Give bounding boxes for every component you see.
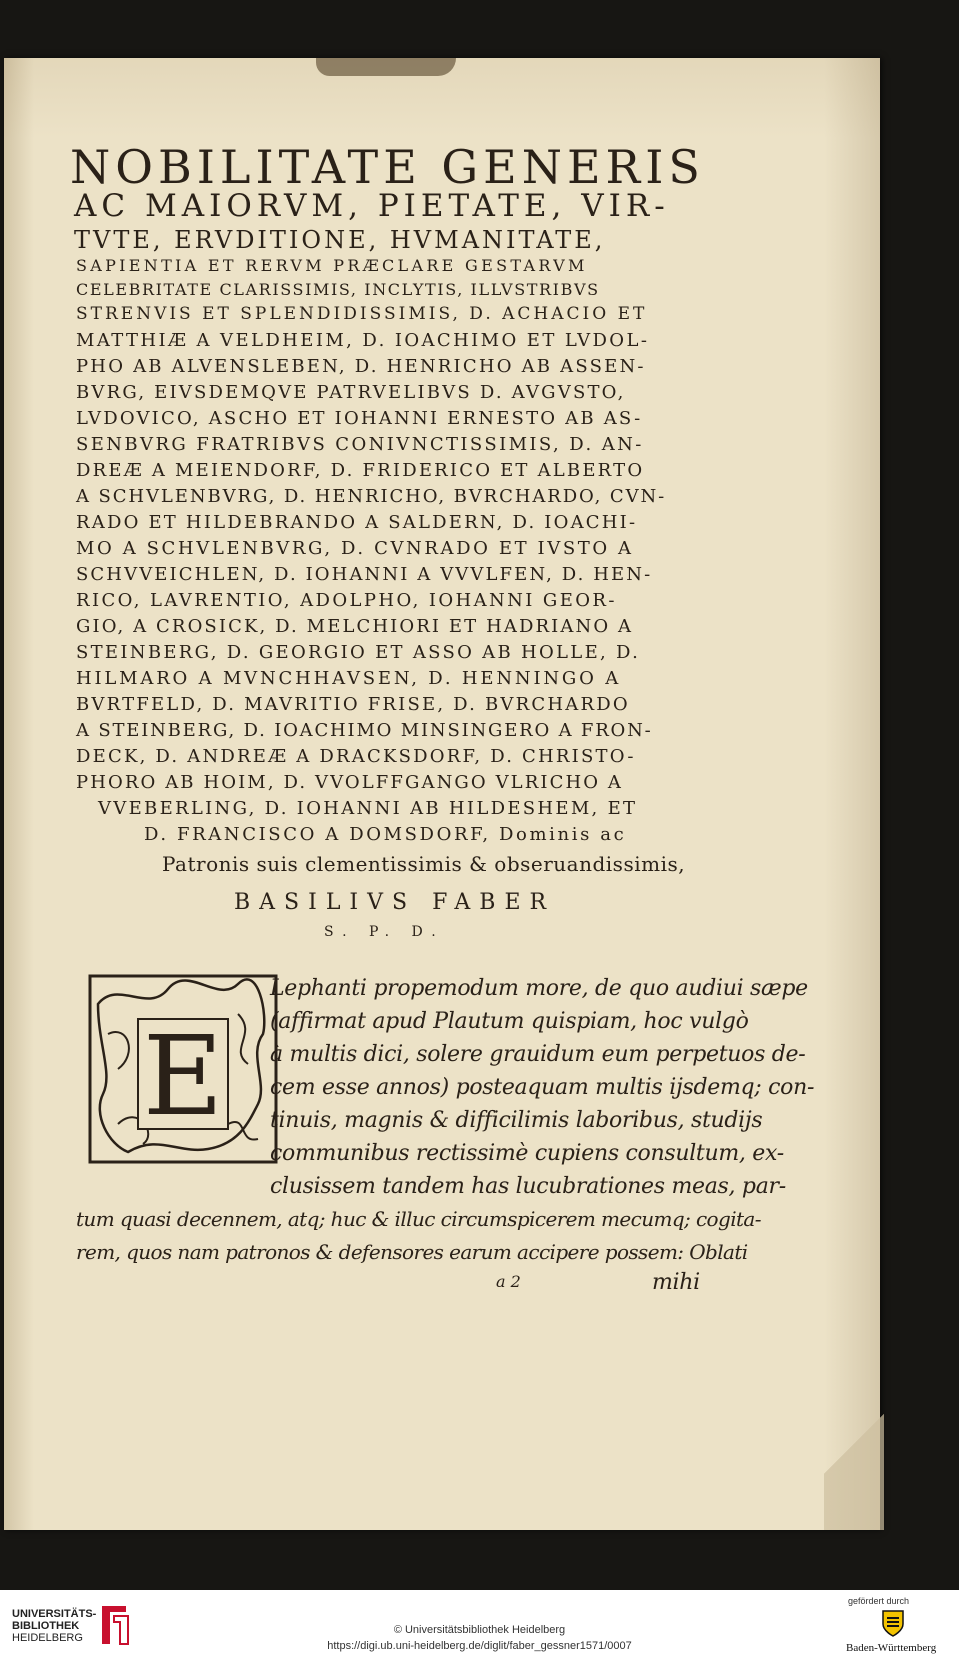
title-line: HILMARO A MVNCHHAVSEN, D. HENNINGO A bbox=[76, 668, 621, 689]
body-line: communibus rectissimè cupiens consultum, ex- bbox=[270, 1141, 784, 1166]
salutation: S. P. D. bbox=[324, 924, 445, 940]
library-name-line: BIBLIOTHEK bbox=[12, 1620, 80, 1632]
page-stain bbox=[316, 58, 456, 76]
title-line: AC MAIORVM, PIETATE, VIR- bbox=[74, 188, 670, 224]
title-line: DREÆ A MEIENDORF, D. FRIDERICO ET ALBERTO bbox=[76, 460, 645, 481]
title-line: PHORO AB HOIM, D. VVOLFFGANGO VLRICHO A bbox=[76, 772, 624, 793]
title-line: A STEINBERG, D. IOACHIMO MINSINGERO A FRON- bbox=[76, 720, 653, 741]
title-line: Patronis suis clementissimis & obseruandissimis, bbox=[162, 852, 686, 876]
title-line: NOBILITATE GENERIS bbox=[70, 140, 705, 194]
title-line: MO A SCHVLENBVRG, D. CVNRADO ET IVSTO A bbox=[76, 538, 634, 559]
title-line: BVRG, EIVSDEMQVE PATRVELIBVS D. AVGVSTO, bbox=[76, 382, 626, 403]
body-line: Lephanti propemodum more, de quo audiui sæpe bbox=[270, 976, 808, 1001]
title-line: PHO AB ALVENSLEBEN, D. HENRICHO AB ASSEN- bbox=[76, 356, 646, 377]
title-line: STRENVIS ET SPLENDIDISSIMIS, D. ACHACIO ET bbox=[76, 304, 648, 324]
title-line: SENBVRG FRATRIBVS CONIVNCTISSIMIS, D. AN- bbox=[76, 434, 644, 455]
catchword: mihi bbox=[652, 1270, 700, 1295]
title-line: CELEBRITATE CLARISSIMIS, INCLYTIS, ILLVSTRIBVS bbox=[76, 280, 600, 299]
title-line: D. FRANCISCO A DOMSDORF, Dominis ac bbox=[144, 824, 627, 845]
body-line: (affirmat apud Plautum quispiam, hoc vulgò bbox=[270, 1009, 749, 1034]
coat-of-arms-icon bbox=[880, 1608, 906, 1638]
page-url-link[interactable]: https://digi.ub.uni-heidelberg.de/diglit/faber_gessner1571/0007 bbox=[327, 1640, 632, 1652]
body-line: cem esse annos) posteaquam multis ijsdemq; con- bbox=[270, 1075, 815, 1100]
library-name-line: UNIVERSITÄTS- bbox=[12, 1608, 97, 1620]
viewer-footer bbox=[0, 1590, 959, 1659]
body-line: clusissem tandem has lucubrationes meas, par- bbox=[270, 1174, 786, 1199]
title-line: SCHVVEICHLEN, D. IOHANNI A VVVLFEN, D. HEN- bbox=[76, 564, 653, 585]
title-line: DECK, D. ANDREÆ A DRACKSDORF, D. CHRISTO- bbox=[76, 746, 636, 767]
title-line: VVEBERLING, D. IOHANNI AB HILDESHEM, ET bbox=[98, 798, 638, 819]
title-line: GIO, A CROSICK, D. MELCHIORI ET HADRIANO A bbox=[76, 616, 634, 637]
title-line: RADO ET HILDEBRANDO A SALDERN, D. IOACHI- bbox=[76, 512, 638, 533]
title-line: STEINBERG, D. GEORGIO ET ASSO AB HOLLE, D. bbox=[76, 642, 641, 663]
page-fold bbox=[824, 1358, 884, 1530]
title-line: BVRTFELD, D. MAVRITIO FRISE, D. BVRCHARDO bbox=[76, 694, 630, 715]
title-line: RICO, LAVRENTIO, ADOLPHO, IOHANNI GEOR- bbox=[76, 590, 617, 611]
body-line: tum quasi decennem, atq; huc & illuc circumspicerem mecumq; cogita- bbox=[76, 1207, 761, 1231]
signature-mark: a 2 bbox=[496, 1272, 521, 1291]
book-page bbox=[4, 58, 880, 1530]
sponsor-name: Baden-Württemberg bbox=[846, 1642, 937, 1654]
decorated-initial-e bbox=[88, 974, 278, 1164]
title-line: TVTE, ERVDITIONE, HVMANITATE, bbox=[74, 226, 606, 254]
library-name-line: HEIDELBERG bbox=[12, 1632, 83, 1644]
title-line: SAPIENTIA ET RERVM PRÆCLARE GESTARVM bbox=[76, 256, 588, 275]
body-line: rem, quos nam patronos & defensores earum accipere possem: Oblati bbox=[76, 1240, 748, 1264]
title-line: LVDOVICO, ASCHO ET IOHANNI ERNESTO AB AS- bbox=[76, 408, 643, 429]
author-name: BASILIVS FABER bbox=[234, 890, 556, 915]
copyright-text: © Universitätsbibliothek Heidelberg bbox=[393, 1624, 566, 1636]
svg-text:E: E bbox=[142, 1012, 224, 1140]
body-line: tinuis, magnis & difficilimis laboribus, studijs bbox=[270, 1108, 763, 1133]
body-line: à multis dici, solere grauidum eum perpetuos de- bbox=[270, 1042, 806, 1067]
sponsor-label: gefördert durch bbox=[848, 1596, 910, 1606]
title-line: MATTHIÆ A VELDHEIM, D. IOACHIMO ET LVDOL- bbox=[76, 330, 650, 351]
title-line: A SCHVLENBVRG, D. HENRICHO, BVRCHARDO, CVN- bbox=[76, 486, 667, 507]
